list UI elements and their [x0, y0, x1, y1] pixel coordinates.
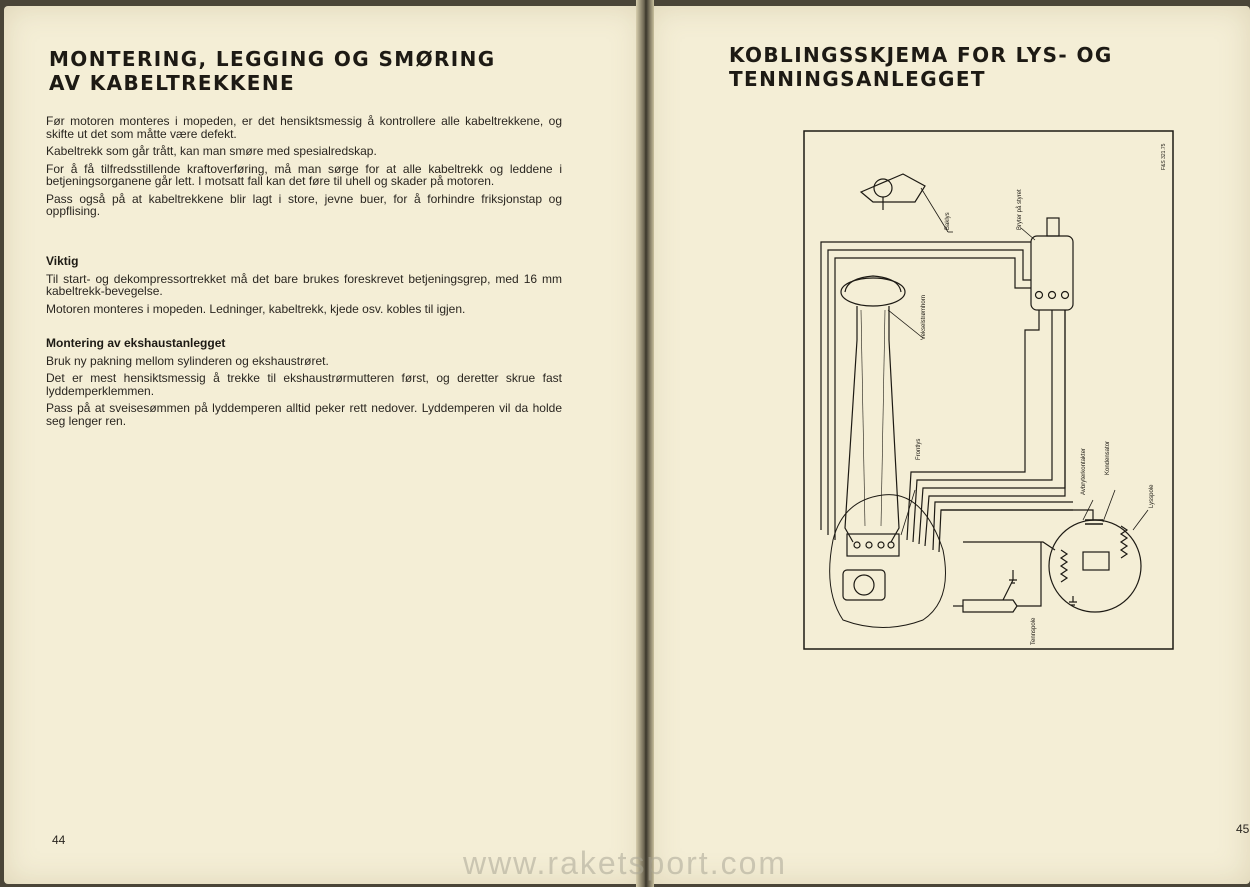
- title-line-1: KOBLINGSSKJEMA FOR LYS- OG: [729, 43, 1113, 67]
- book-spine: [636, 0, 654, 887]
- label-tennspole: Tennspole: [1031, 617, 1037, 645]
- terminal: [866, 542, 872, 548]
- switch-terminal: [1049, 292, 1056, 299]
- viktig-heading: Viktig: [46, 254, 79, 268]
- title-line-2: TENNINGSANLEGGET: [729, 67, 986, 91]
- terminal: [888, 542, 894, 548]
- wire: [913, 310, 1052, 542]
- wire: [907, 310, 1039, 540]
- paragraph: Det er mest hensiktsmessig å trekke til ekshaustrørmutteren først, og deretter skrue fast lyddemperklemmen.: [46, 371, 562, 398]
- wire: [933, 502, 1073, 550]
- intro-section: [46, 115, 562, 223]
- paragraph: Kabeltrekk som går trått, kan man smøre med spesialredskap.: [46, 144, 377, 158]
- paragraph: Før motoren monteres i mopeden, er det hensiktsmessig å kontrollere alle kabeltrekkene, og skifte ut det som måtte være defekt.: [46, 114, 562, 141]
- switch-terminal: [1062, 292, 1069, 299]
- label-vekselstromhorn: Vekselstrømhorn: [921, 294, 927, 340]
- wire: [1017, 542, 1041, 606]
- title-line-2: AV KABELTREKKENE: [49, 71, 296, 95]
- terminal: [878, 542, 884, 548]
- tail-lamp-housing: [861, 174, 925, 202]
- viktig-section: [46, 255, 562, 320]
- wire: [889, 306, 899, 542]
- paragraph: For å få tilfredsstillende kraftoverføring, må man sørge for at alle kabeltrekk og leddene i betjeningsorganene går lett. I motsatt fall kan det føre til uhell og skader på motoren.: [46, 161, 562, 188]
- label-baklys: Baklys: [945, 212, 951, 230]
- wire: [919, 310, 1065, 544]
- paragraph: Til start- og dekompressortrekket må det bare brukes foreskrevet betjeningsgrep, med 16 mm kabeltrekk-bevegelse.: [46, 271, 562, 298]
- page-title-right: [729, 43, 1113, 91]
- terminal-block: [847, 534, 899, 556]
- label-lysspole: Lysspole: [1149, 484, 1155, 508]
- paragraph: Bruk ny pakning mellom sylinderen og ekshaustrøret.: [46, 353, 329, 368]
- wire: [821, 242, 1031, 530]
- page-number-right: 45: [1236, 822, 1250, 836]
- switch-leader: [1021, 228, 1035, 240]
- paragraph: Motoren monteres i mopeden. Ledninger, kabeltrekk, kjede osv. kobles til igjen.: [46, 301, 466, 316]
- label-frontlys: Frontlys: [916, 438, 922, 460]
- front-lamp-bulb: [854, 575, 874, 595]
- page-number-left: 44: [52, 833, 66, 847]
- tail-lamp-bulb: [874, 179, 892, 197]
- terminal: [854, 542, 860, 548]
- watermark: www.raketsport.com: [462, 845, 788, 881]
- page-title-left: [49, 47, 496, 95]
- horn-leader: [888, 310, 923, 338]
- wiring-diagram: [803, 130, 1174, 650]
- exhaust-section: [46, 337, 562, 432]
- paragraph: Pass også på at kabeltrekkene blir lagt i store, jevne buer, for å forhindre friksjonstap og oppflising.: [46, 191, 562, 218]
- ignition-coil: [1061, 550, 1067, 582]
- flywheel-outline: [830, 495, 946, 628]
- wire: [941, 510, 1093, 520]
- wire: [828, 250, 1031, 535]
- generator-stator: [1049, 520, 1141, 612]
- spark-plug: [963, 600, 1017, 612]
- switch-knob: [1047, 218, 1059, 236]
- breaker-points: [1083, 552, 1109, 570]
- label-bryter: Bryter på styret: [1017, 189, 1023, 230]
- switch-terminal: [1036, 292, 1043, 299]
- label-kondensator: Kondensator: [1105, 440, 1111, 475]
- label-avbryterkontakter: Avbryterkontakter: [1081, 448, 1087, 495]
- ground-symbol: [1069, 596, 1077, 605]
- wire: [939, 510, 1073, 552]
- wiring-diagram-drawing: [803, 130, 1174, 650]
- diagram-frame: [804, 131, 1173, 649]
- exhaust-heading: Montering av ekshaustanlegget: [46, 336, 226, 350]
- title-line-1: MONTERING, LEGGING OG SMØRING: [49, 47, 496, 71]
- label-code: F&S 321.75: [1161, 143, 1167, 170]
- paragraph: Pass på at sveisesømmen på lyddemperen alltid peker rett nedover. Lyddemperen vil da holde seg lenger ren.: [46, 401, 562, 428]
- wire: [845, 306, 857, 542]
- tail-lamp-leader: [921, 188, 948, 232]
